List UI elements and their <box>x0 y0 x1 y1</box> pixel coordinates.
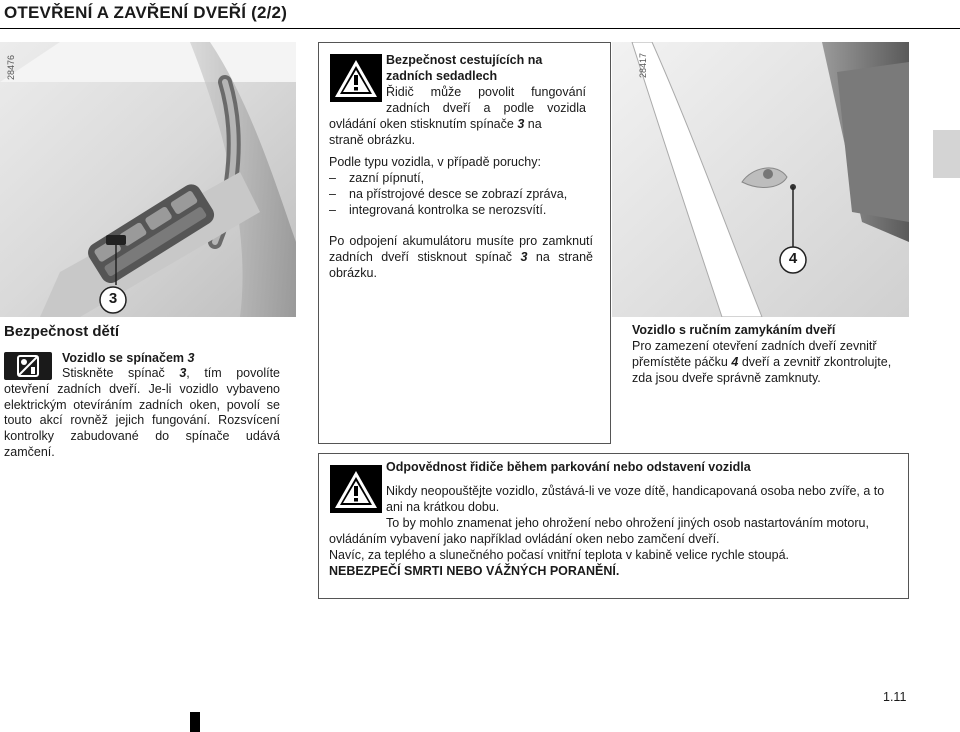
failure-item: – na přístrojové desce se zobrazí zpráva, <box>329 187 591 203</box>
battery-text <box>329 234 593 281</box>
rear-seat-warning-box <box>318 42 611 444</box>
child-safety-text <box>4 366 280 461</box>
rear-seat-body-4: straně obrázku. <box>329 133 416 147</box>
warning-triangle-icon <box>330 54 382 102</box>
child-safety-text-a: Stiskněte spínač <box>62 366 165 380</box>
figure-id: 28476 <box>6 54 16 80</box>
battery-text-main: Po odpojení akumulátoru musíte pro zamknutí zadních dveří stisknout spínač <box>329 234 593 264</box>
rear-seat-body-3-end: na <box>527 117 542 131</box>
rear-seat-body-3-text: ovládání oken stisknutím spínače <box>329 117 514 131</box>
manual-lock-heading: Vozidlo s ručním zamykáním dveří <box>632 323 836 337</box>
child-safety-heading: Bezpečnost dětí <box>4 323 120 340</box>
door-switch-drawing <box>0 42 296 317</box>
child-safety-subheading-text: Vozidlo se spínačem <box>62 351 185 365</box>
door-switch-illustration <box>0 42 296 317</box>
callout-3: 3 <box>108 290 118 307</box>
child-safety-subheading <box>62 351 194 367</box>
child-safety-subheading-ref: 3 <box>187 351 195 365</box>
driver-warning-para1: Nikdy neopouštějte vozidlo, zůstává-li ve voze dítě, handicapovaná osoba nebo zvíře, a to ani na krátkou dobu. <box>386 484 885 514</box>
figure-id: 28417 <box>638 52 648 78</box>
manual-lock-text <box>632 339 892 386</box>
driver-warning-para3: Navíc, za teplého a slunečného počasí vnitřní teplota v kabině velice rychle stoupá. <box>329 548 789 562</box>
section-thumb-tab <box>933 130 960 178</box>
driver-warning-para2: To by mohlo znamenat jeho ohrožení nebo ohrožení jiných osob nastartováním motoru, ovládáním vybavení jako například ovládání oken nebo zamčení dveří. <box>329 516 869 546</box>
failure-intro: Podle typu vozidla, v případě poruchy: <box>329 155 541 169</box>
callout-4: 4 <box>788 250 798 267</box>
print-mark <box>190 712 200 732</box>
door-lever-illustration <box>612 42 909 317</box>
rear-seat-heading-2: zadních sedadlech <box>386 69 498 83</box>
rear-seat-body-3 <box>329 117 542 133</box>
battery-text-end: na straně obrázku. <box>329 249 593 280</box>
warning-triangle-icon <box>330 465 382 513</box>
page-number: 1.11 <box>883 690 907 704</box>
rear-seat-heading-1: Bezpečnost cestujících na <box>386 53 543 67</box>
rear-seat-body-1: Řidič může povolit fungování <box>386 85 586 99</box>
manual-lock-text-a: Pro zamezení otevření zadních dveří zevnitř přemístěte páčku <box>632 339 877 369</box>
child-safety-text-b: , tím povolíte otevření zadních dveří. Je-li vozidlo vybaveno elektrickým otevíráním zadních oken, povolí se touto akcí rovněž jejich fungování. Rozsvícení kontrolky zabudované do spínače udává zamčení. <box>4 366 280 459</box>
failure-item: – zazní pípnutí, <box>329 171 591 187</box>
title-rule <box>0 28 960 29</box>
manual-lock-ref: 4 <box>731 354 739 369</box>
manual-lock-text-b: dveří a zevnitř zkontrolujte, zda jsou dveře správně zamknuty. <box>632 354 892 385</box>
driver-warning-heading: Odpovědnost řidiče během parkování nebo odstavení vozidla <box>386 460 751 474</box>
switch-ref: 3 <box>517 117 525 131</box>
child-safety-text-ref: 3 <box>179 366 187 380</box>
rear-seat-body-2: zadních dveří a podle vozidla <box>386 101 586 115</box>
page-title: OTEVŘENÍ A ZAVŘENÍ DVEŘÍ (2/2) <box>4 3 288 22</box>
driver-warning-para4: NEBEZPEČÍ SMRTI NEBO VÁŽNÝCH PORANĚNÍ. <box>329 564 620 578</box>
door-lever-drawing <box>612 42 909 317</box>
driver-warning-box <box>318 453 909 599</box>
battery-switch-ref: 3 <box>520 249 528 264</box>
failure-list <box>329 171 591 218</box>
failure-item: – integrovaná kontrolka se nerozsvítí. <box>329 203 591 219</box>
